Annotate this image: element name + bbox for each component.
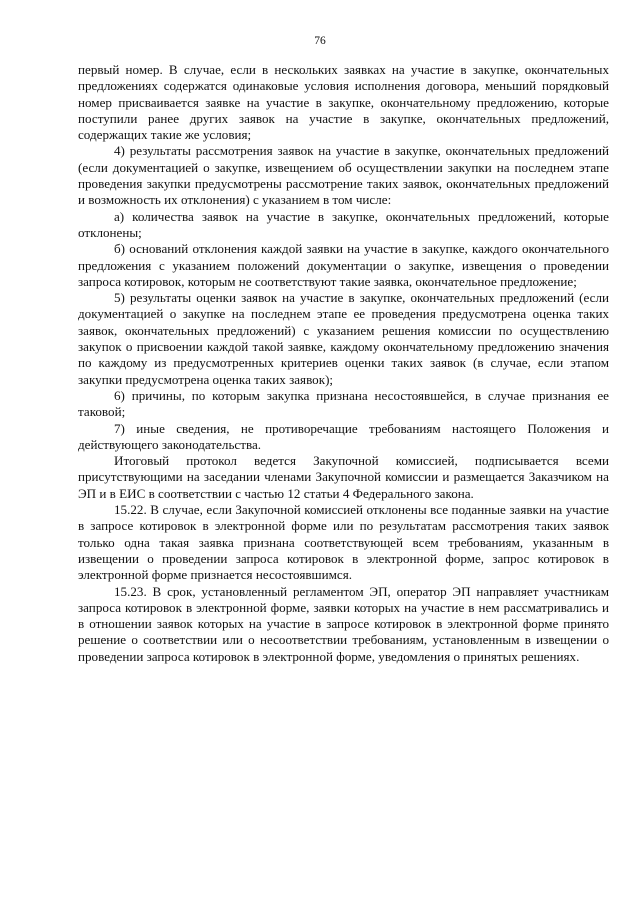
paragraph-subitem-b: б) оснований отклонения каждой заявки на участие в закупке, каждого окончательного предложения с указанием положений документации о закупке, извещения о проведении запроса котировок, которым не соответствуют такие заявка, окончательное предложение; (78, 241, 609, 289)
paragraph-continuation: первый номер. В случае, если в нескольких заявках на участие в закупке, окончательных предложениях содержатся одинаковые условия исполнения договора, меньший порядковый номер присваивается заявке на участие в закупке, окончательному предложению, которые поступили ранее других заявок на участие в закупке, окончательных предложений, содержащих такие же условия; (78, 62, 609, 143)
page-number: 76 (314, 35, 326, 47)
paragraph-item-4: 4) результаты рассмотрения заявок на участие в закупке, окончательных предложений (если документацией о закупке, извещением об осуществлении закупки на последнем этапе проведения закупки предусмотрены рассмотрение таких заявок, окончательных предложений и возможность их отклонения) с указанием в том числе: (78, 143, 609, 208)
paragraph-subitem-a: а) количества заявок на участие в закупке, окончательных предложений, которые отклонены; (78, 208, 609, 240)
paragraph-item-5: 5) результаты оценки заявок на участие в закупке, окончательных предложений (если документацией о закупке на последнем этапе ее проведения предусмотрена оценка таких заявок, окончательных предложений) с указанием решения комиссии по осуществлению закупок о присвоении каждой такой заявке, каждому окончательному предложению значения по каждому из предусмотренных критериев оценки таких заявок (в случае, если этапом закупки предусмотрена оценка таких заявок); (78, 290, 609, 387)
paragraph-15-22: 15.22. В случае, если Закупочной комиссией отклонены все поданные заявки на участие в запросе котировок в электронной форме или по результатам рассмотрения таких заявок только одна такая заявка признана соответствующей всем требованиям, указанным в извещении о проведении запроса котировок в электронной форме, запрос котировок в электронной форме признается несостоявшимся. (78, 502, 609, 583)
paragraph-item-7: 7) иные сведения, не противоречащие требованиям настоящего Положения и действующего законодательства. (78, 420, 609, 452)
paragraph-final-protocol: Итоговый протокол ведется Закупочной комиссией, подписывается всеми присутствующими на заседании членами Закупочной комиссии и размещается Заказчиком на ЭП и в ЕИС в соответствии с частью 12 статьи 4 Федерального закона. (78, 453, 609, 501)
document-body (78, 62, 609, 665)
paragraph-15-23: 15.23. В срок, установленный регламентом ЭП, оператор ЭП направляет участникам запроса котировок в электронной форме, заявки которых на участие в нем рассматривались и в отношении заявок которых на участие в запросе котировок в электронной форме принято решение о соответствии или о несоответствии требованиям, установленным в извещении о проведении запроса котировок в электронной форме, уведомления о принятых решениях. (78, 583, 609, 664)
paragraph-item-6: 6) причины, по которым закупка признана несостоявшейся, в случае признания ее таковой; (78, 387, 609, 420)
